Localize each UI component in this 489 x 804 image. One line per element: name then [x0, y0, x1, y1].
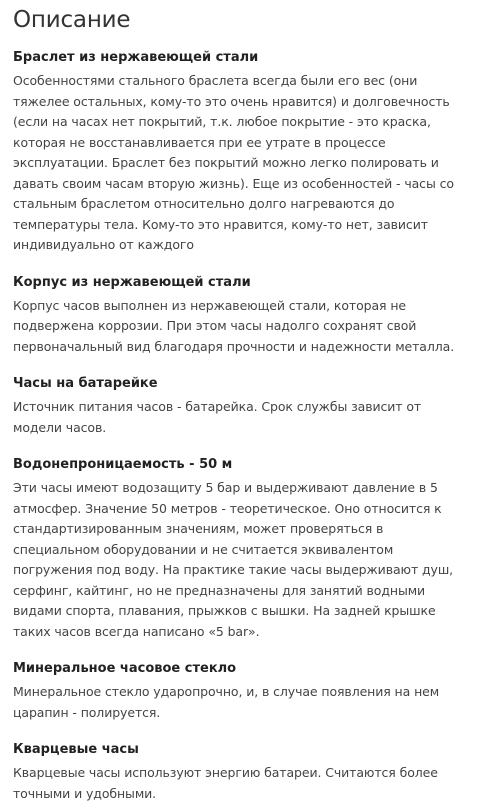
feature-heading: Минеральное часовое стекло	[13, 661, 237, 676]
feature-section-water-resistance	[13, 456, 473, 642]
feature-heading: Водонепроницаемость - 50 м	[13, 457, 233, 472]
feature-heading: Корпус из нержавеющей стали	[13, 274, 251, 290]
page-title: Описание	[13, 7, 131, 33]
feature-section-glass	[13, 660, 473, 723]
feature-description: Особенностями стального браслета всегда были его вес (они тяжелее остальных, кому-то это очень нравится) и долговечность (если на часах нет покрытий, т.к. любое покрытие - это краска, которая не восстанавливается при ее утрате в процессе эксплуатации. Браслет без покрытий можно легко полировать и давать своим часам вторую жизнь). Еще из особенностей - часы со стальным браслетом относительно долго нагреваются до температуры тела. Кому-то это нравится, кому-то нет, зависит индивидуально от каждого	[13, 73, 454, 252]
feature-description: Эти часы имеют водозащиту 5 бар и выдерживают давление в 5 атмосфер. Значение 50 метров - теоретическое. Оно относится к стандартизированным значениям, может проверяться в специальном оборудовании и не считается эквивалентом погружения под воду. На практике такие часы выдерживают душ, серфинг, кайтинг, но не предназначены для занятий водными видами спорта, плавания, прыжков с вышки. На задней крышке таких часов всегда написано «5 bar».	[13, 480, 454, 639]
feature-heading: Часы на батарейке	[13, 376, 158, 391]
feature-description: Минеральное стекло ударопрочно, и, в случае появления на нем царапин - полируется.	[13, 684, 440, 720]
feature-description: Источник питания часов - батарейка. Срок службы зависит от модели часов.	[13, 399, 422, 435]
feature-heading: Кварцевые часы	[13, 742, 139, 757]
feature-description: Корпус часов выполнен из нержавеющей стали, которая не подвержена коррозии. При этом часы надолго сохранят свой первоначальный вид благодаря прочности и надежности металла.	[13, 297, 455, 354]
feature-description: Кварцевые часы используют энергию батареи. Считаются более точными и удобными.	[13, 765, 438, 801]
feature-heading: Браслет из нержавеющей стали	[13, 50, 259, 65]
feature-section-battery	[13, 375, 473, 438]
feature-section-quartz	[13, 741, 473, 804]
feature-section-bracelet	[13, 49, 473, 256]
feature-section-case	[13, 274, 473, 358]
